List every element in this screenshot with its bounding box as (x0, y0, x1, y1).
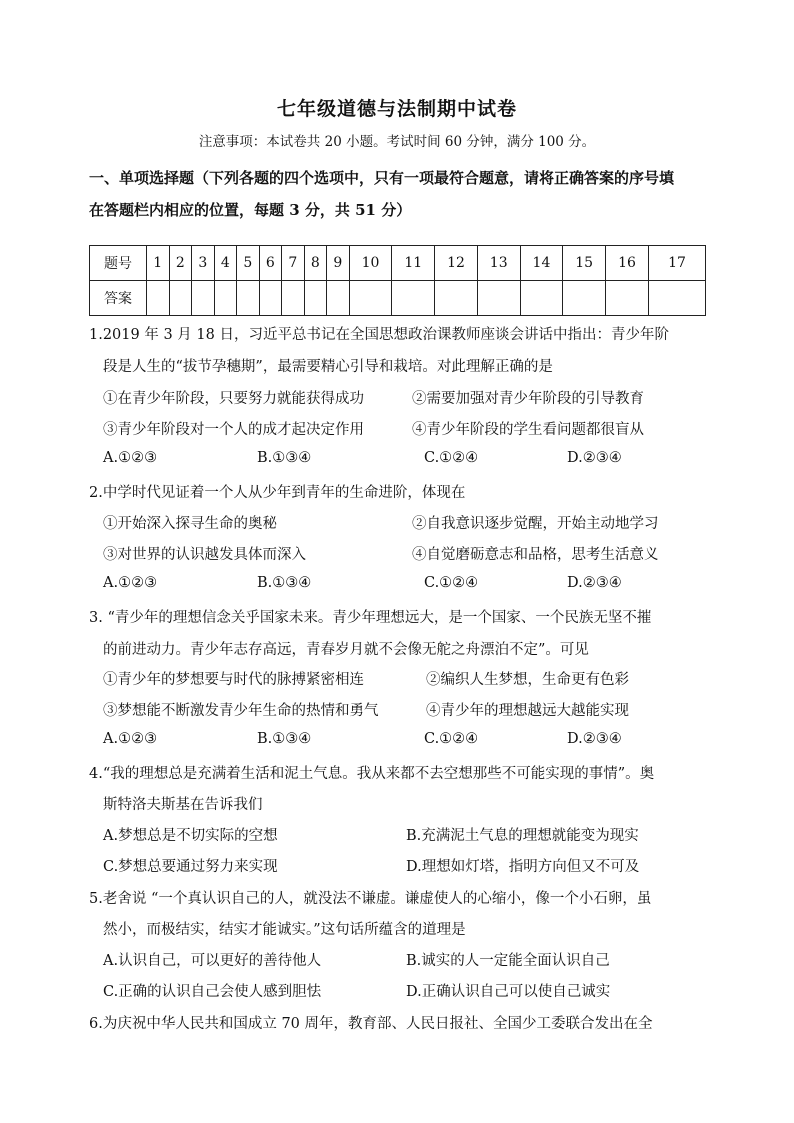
table-cell: 13 (477, 246, 520, 281)
exam-notice: 注意事项：本试卷共 20 小题。考试时间 60 分钟，满分 100 分。 (198, 134, 596, 150)
q5-option-a: A.认识自己，可以更好的善待他人 (103, 953, 322, 969)
q1-option-b: B.①③④ (257, 450, 312, 466)
table-cell: 10 (349, 246, 392, 281)
q3-statement-3: ③梦想能不断激发青少年生命的热情和勇气 (103, 703, 379, 719)
table-cell: 16 (606, 246, 649, 281)
q3-option-a: A.①②③ (103, 731, 158, 747)
q4-option-c: C.梦想总要通过努力来实现 (103, 859, 278, 875)
q5-option-d: D.正确认识自己可以使自己诚实 (406, 984, 611, 1000)
q2-statement-1: ①开始深入探寻生命的奥秘 (103, 516, 277, 532)
q3-option-d: D.②③④ (567, 731, 622, 747)
q3-statement-4: ④青少年的理想越远大越能实现 (426, 703, 629, 719)
q1-stem-line2: 段是人生的“拔节孕穗期”，最需要精心引导和栽培。对此理解正确的是 (103, 359, 553, 375)
q2-statement-3: ③对世界的认识越发具体而深入 (103, 547, 306, 563)
q4-stem-line2: 斯特洛夫斯基在告诉我们 (103, 797, 263, 813)
q4-stem-line1: 4.“我的理想总是充满着生活和泥土气息。我从来都不去空想那些不可能实现的事情”。奥 (89, 766, 655, 782)
page-title: 七年级道德与法制期中试卷 (276, 98, 517, 120)
answer-cell[interactable] (649, 281, 706, 316)
table-cell: 12 (435, 246, 478, 281)
q2-option-c: C.①②④ (424, 575, 479, 591)
q5-stem-line2: 然小，而极结实，结实才能诚实。”这句话所蕴含的道理是 (103, 922, 466, 938)
q3-statement-2: ②编织人生梦想，生命更有色彩 (426, 672, 629, 688)
answer-cell[interactable] (147, 281, 170, 316)
q3-stem-line2: 的前进动力。青少年志存高远，青春岁月就不会像无舵之舟漂泊不定”。可见 (103, 642, 589, 658)
q6-stem-line1: 6.为庆祝中华人民共和国成立 70 周年，教育部、人民日报社、全国少工委联合发出在全 (89, 1016, 653, 1032)
table-cell: 6 (259, 246, 282, 281)
answer-cell[interactable] (435, 281, 478, 316)
answer-cell[interactable] (304, 281, 327, 316)
q2-statement-2: ②自我意识逐步觉醒，开始主动地学习 (412, 516, 659, 532)
table-cell: 8 (304, 246, 327, 281)
q2-option-b: B.①③④ (257, 575, 312, 591)
q4-option-a: A.梦想总是不切实际的空想 (103, 828, 278, 844)
q2-stem-line1: 2.中学时代见证着一个人从少年到青年的生命进阶，体现在 (89, 485, 466, 501)
q3-stem-line1: 3. “青少年的理想信念关乎国家未来。青少年理想远大，是一个国家、一个民族无坚不摧 (89, 610, 652, 626)
table-cell: 9 (327, 246, 350, 281)
q1-option-d: D.②③④ (567, 450, 622, 466)
table-cell: 11 (392, 246, 435, 281)
table-cell: 17 (649, 246, 706, 281)
q1-option-c: C.①②④ (424, 450, 479, 466)
q4-option-b: B.充满泥土气息的理想就能变为现实 (406, 828, 639, 844)
table-cell: 5 (237, 246, 260, 281)
table-cell: 2 (169, 246, 192, 281)
answer-cell[interactable] (237, 281, 260, 316)
answer-cell[interactable] (563, 281, 606, 316)
q5-stem-line1: 5.老舍说 “一个真认识自己的人，就没法不谦虚。谦虚使人的心缩小，像一个小石卵，虽 (89, 891, 652, 907)
q3-option-b: B.①③④ (257, 731, 312, 747)
table-cell: 1 (147, 246, 170, 281)
q1-statement-4: ④青少年阶段的学生看问题都很盲从 (412, 422, 644, 438)
section-heading-line2: 在答题栏内相应的位置，每题 3 分，共 51 分） (89, 201, 412, 219)
answer-cell[interactable] (477, 281, 520, 316)
q2-option-d: D.②③④ (567, 575, 622, 591)
q2-statement-4: ④自觉磨砺意志和品格，思考生活意义 (412, 547, 659, 563)
answer-cell[interactable] (214, 281, 237, 316)
q3-statement-1: ①青少年的梦想要与时代的脉搏紧密相连 (103, 672, 364, 688)
q2-option-a: A.①②③ (103, 575, 158, 591)
answer-cell[interactable] (520, 281, 563, 316)
answer-cell[interactable] (282, 281, 305, 316)
q1-option-a: A.①②③ (103, 450, 158, 466)
table-cell: 15 (563, 246, 606, 281)
row-label-answer: 答案 (90, 281, 147, 316)
answer-cell[interactable] (192, 281, 215, 316)
q1-stem-line1: 1.2019 年 3 月 18 日，习近平总书记在全国思想政治课教师座谈会讲话中指出：青少年阶 (89, 327, 669, 343)
q5-option-c: C.正确的认识自己会使人感到胆怯 (103, 984, 322, 1000)
q3-option-c: C.①②④ (424, 731, 479, 747)
table-cell: 4 (214, 246, 237, 281)
q1-statement-2: ②需要加强对青少年阶段的引导教育 (412, 391, 644, 407)
q4-option-d: D.理想如灯塔，指明方向但又不可及 (406, 859, 640, 875)
table-row-answers (90, 281, 706, 316)
q1-statement-1: ①在青少年阶段，只要努力就能获得成功 (103, 391, 364, 407)
answer-cell[interactable] (392, 281, 435, 316)
answer-cell[interactable] (327, 281, 350, 316)
answer-cell[interactable] (169, 281, 192, 316)
answer-cell[interactable] (606, 281, 649, 316)
section-heading-line1: 一、单项选择题（下列各题的四个选项中，只有一项最符合题意，请将正确答案的序号填 (89, 169, 675, 187)
answer-cell[interactable] (349, 281, 392, 316)
answer-cell[interactable] (259, 281, 282, 316)
table-cell: 7 (282, 246, 305, 281)
table-row-numbers (90, 246, 706, 281)
row-label-number: 题号 (90, 246, 147, 281)
table-cell: 14 (520, 246, 563, 281)
table-cell: 3 (192, 246, 215, 281)
q1-statement-3: ③青少年阶段对一个人的成才起决定作用 (103, 422, 364, 438)
answer-table (89, 245, 706, 316)
q5-option-b: B.诚实的人一定能全面认识自己 (406, 953, 610, 969)
